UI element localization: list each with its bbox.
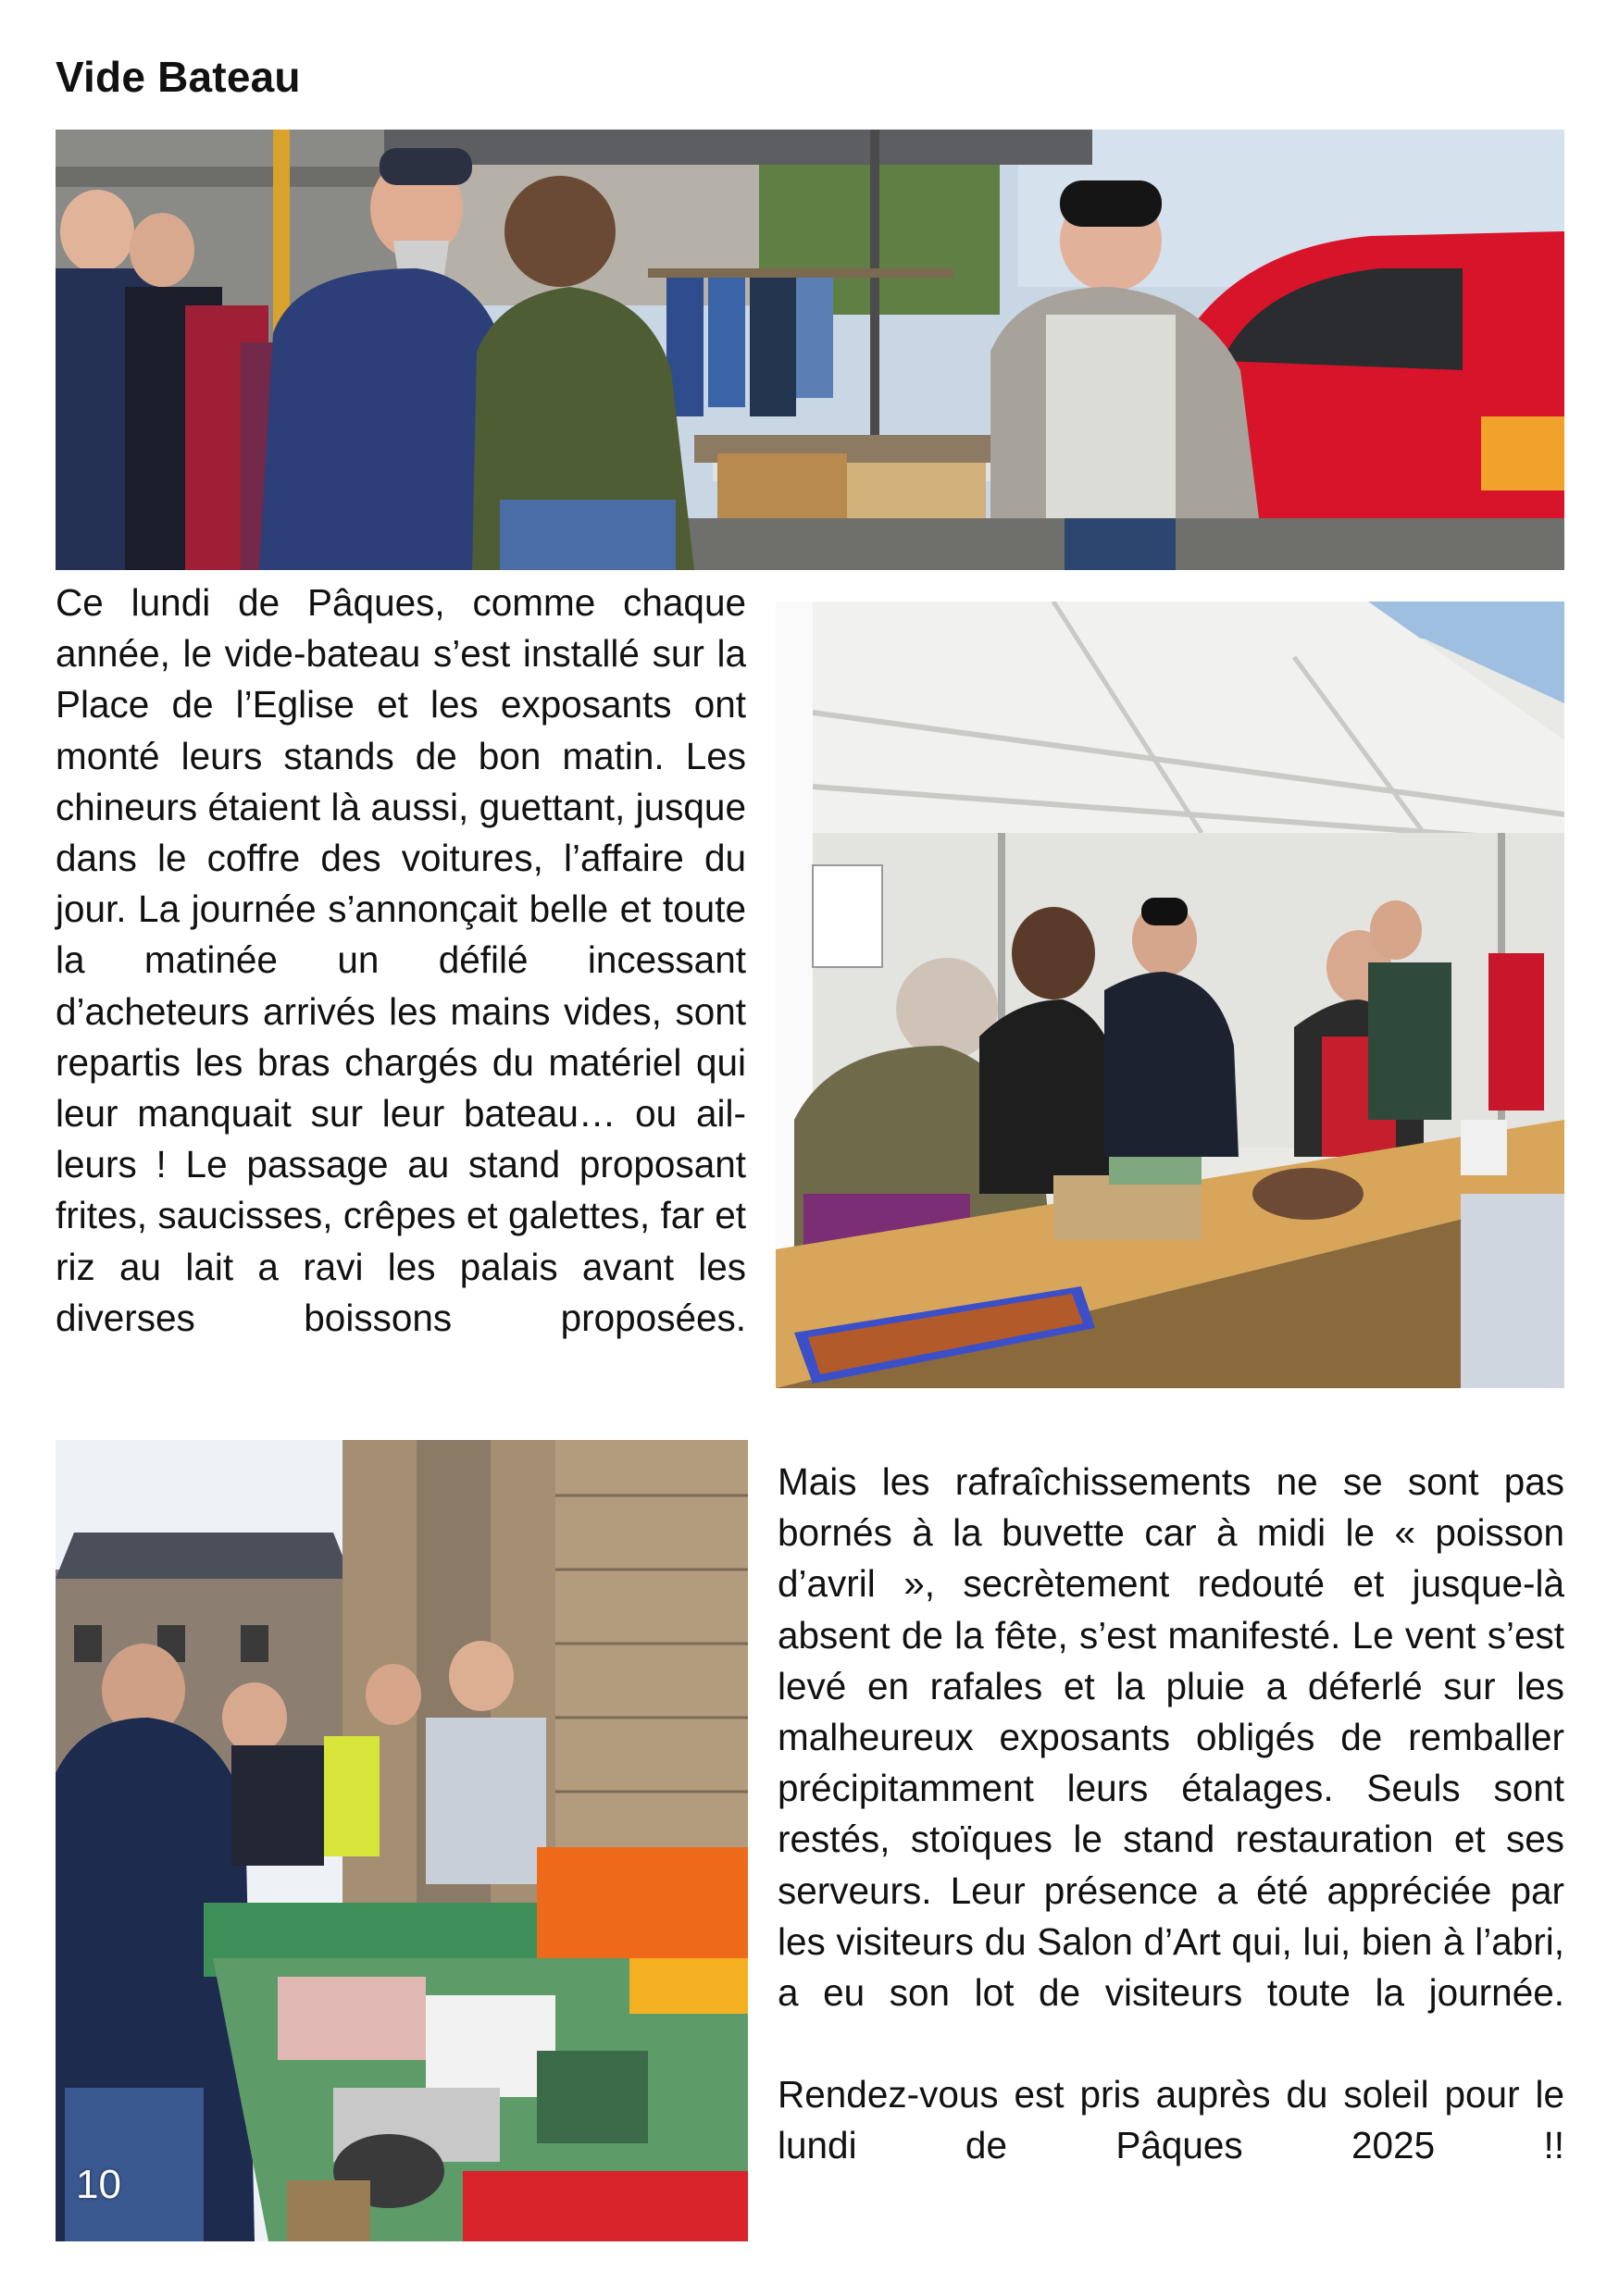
photo-church-stand: [56, 1440, 748, 2241]
page-title: Vide Bateau: [56, 53, 301, 101]
photo-buvette-tent: [776, 602, 1564, 1388]
article-paragraph-3: Rendez-vous est pris auprès du soleil pour le lundi de Pâques 2025 !!: [778, 2073, 1564, 2167]
page-number: 10: [76, 2162, 121, 2207]
article-paragraph-2: Mais les rafraîchissements ne se sont pas bornés à la buvette car à midi le « poisson d’avril », secrètement redouté et jusque-là absent de la fête, s’est manifesté. Le vent s’est levé en rafales et la pluie a déferlé sur les malheureux exposants obligés de remballer précipitamment leurs étalages. Seuls sont restés, stoïques le stand restauration et ses serveurs. Leur présence a été appréciée par les visiteurs du Salon d’Art qui, lui, bien à l’abri, a eu son lot de visiteurs toute la journée.: [778, 1460, 1564, 2015]
article-paragraph-1: Ce lundi de Pâques, comme chaque année, le vide-bateau s’est installé sur la Place de l’Eglise et les exposants ont monté leurs stands de bon matin. Les chineurs étaient là aussi, guettant, jusque dans le coffre des voitures, l’affaire du jour. La journée s’annonçait belle et toute la matinée un défilé incessant d’acheteurs arrivés les mains vides, sont repartis les bras chargés du matériel qui leur manquait sur leur bateau… ou ailleurs ! Le passage au stand proposant frites, saucisses, crêpes et galettes, far et riz au lait a ravi les palais avant les diverses boissons proposées.: [56, 581, 746, 1339]
photo-market-stall: [56, 130, 1564, 570]
